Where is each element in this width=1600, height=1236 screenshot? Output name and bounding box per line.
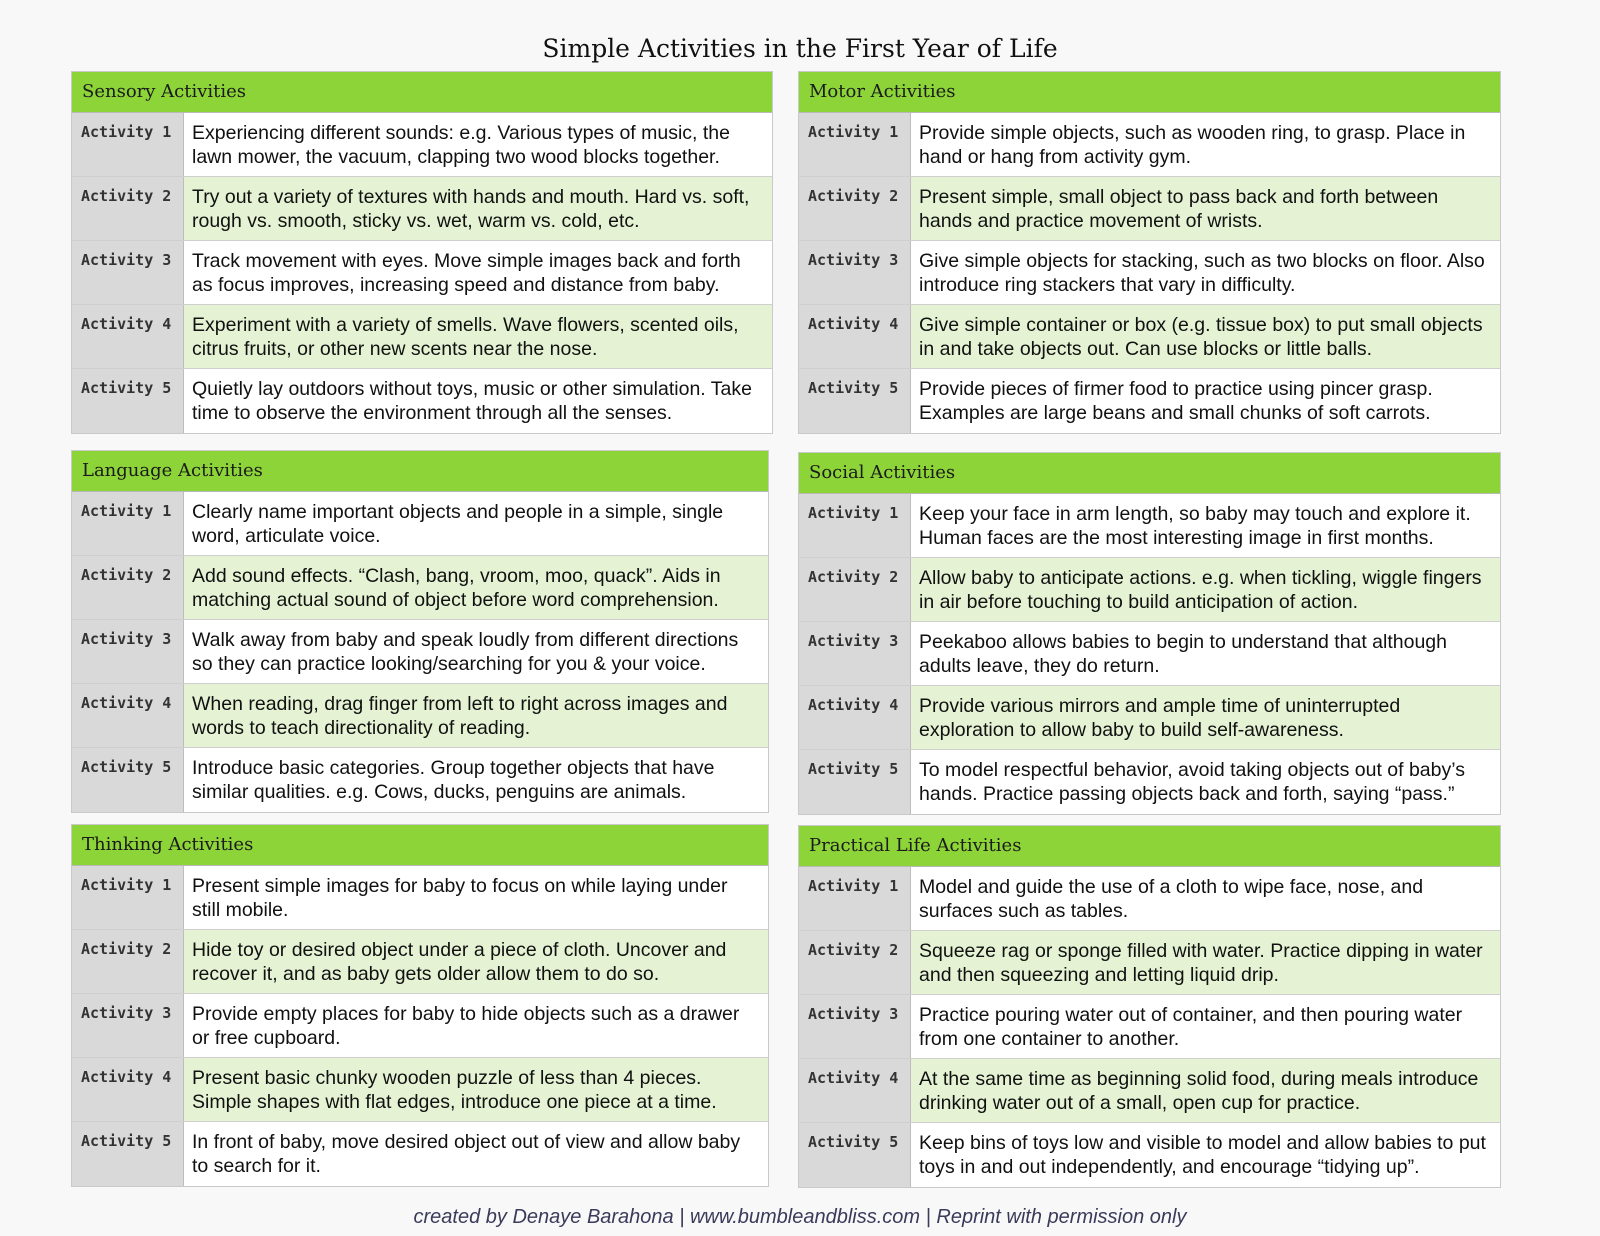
activity-text: Keep bins of toys low and visible to model and allow babies to put toys in and out independently, and encourage “tidying up”.	[911, 1123, 1500, 1187]
activity-text: Provide pieces of firmer food to practice using pincer grasp. Examples are large beans and small chunks of soft carrots.	[911, 369, 1500, 433]
activity-label: Activity 2	[72, 930, 184, 993]
activity-text: Hide toy or desired object under a piece of cloth. Uncover and recover it, and as baby gets older allow them to do so.	[184, 930, 768, 993]
activity-label: Activity 2	[799, 558, 911, 621]
activity-row	[72, 113, 772, 177]
activity-label: Activity 1	[72, 866, 184, 929]
section-practical-life-activities	[798, 825, 1501, 1188]
activity-label: Activity 5	[72, 1122, 184, 1186]
activity-label: Activity 4	[799, 305, 911, 368]
footer-credit: created by Denaye Barahona | www.bumbleandbliss.com | Reprint with permission only	[413, 1206, 1187, 1228]
activity-row	[799, 1059, 1500, 1123]
activity-label: Activity 3	[72, 994, 184, 1057]
section-social-activities	[798, 452, 1501, 815]
activity-label: Activity 5	[72, 748, 184, 812]
activity-text: At the same time as beginning solid food, during meals introduce drinking water out of a small, open cup for practice.	[911, 1059, 1500, 1122]
activity-row	[72, 369, 772, 433]
activity-row	[72, 1122, 768, 1186]
activity-text: Allow baby to anticipate actions. e.g. when tickling, wiggle fingers in air before touching to build anticipation of action.	[911, 558, 1500, 621]
activity-row	[799, 931, 1500, 995]
activity-label: Activity 2	[799, 931, 911, 994]
activity-text: Track movement with eyes. Move simple images back and forth as focus improves, increasing speed and distance from baby.	[184, 241, 772, 304]
section-header: Practical Life Activities	[799, 826, 1500, 867]
activity-row	[72, 620, 768, 684]
activity-row	[799, 686, 1500, 750]
activity-text: In front of baby, move desired object out of view and allow baby to search for it.	[184, 1122, 768, 1186]
activity-row	[799, 750, 1500, 814]
section-sensory-activities	[71, 71, 773, 434]
activity-row	[72, 994, 768, 1058]
activity-text: Add sound effects. “Clash, bang, vroom, moo, quack”. Aids in matching actual sound of object before word comprehension.	[184, 556, 768, 619]
activity-label: Activity 3	[799, 622, 911, 685]
activity-label: Activity 4	[799, 1059, 911, 1122]
activity-label: Activity 2	[72, 177, 184, 240]
activity-label: Activity 3	[799, 241, 911, 304]
activity-text: Experiment with a variety of smells. Wave flowers, scented oils, citrus fruits, or other new scents near the nose.	[184, 305, 772, 368]
activity-label: Activity 1	[72, 492, 184, 555]
activity-label: Activity 3	[799, 995, 911, 1058]
activity-row	[799, 1123, 1500, 1187]
activity-row	[72, 930, 768, 994]
activity-label: Activity 1	[799, 494, 911, 557]
activity-text: Squeeze rag or sponge filled with water. Practice dipping in water and then squeezing and letting liquid drip.	[911, 931, 1500, 994]
activity-row	[799, 867, 1500, 931]
activity-row	[72, 684, 768, 748]
activity-label: Activity 1	[72, 113, 184, 176]
activity-text: Quietly lay outdoors without toys, music or other simulation. Take time to observe the environment through all the senses.	[184, 369, 772, 433]
activity-label: Activity 4	[799, 686, 911, 749]
activity-row	[799, 113, 1500, 177]
activity-text: Practice pouring water out of container, and then pouring water from one container to another.	[911, 995, 1500, 1058]
activity-label: Activity 3	[72, 620, 184, 683]
activity-label: Activity 4	[72, 684, 184, 747]
section-language-activities	[71, 450, 769, 813]
activity-label: Activity 2	[799, 177, 911, 240]
section-thinking-activities	[71, 824, 769, 1187]
activity-text: Clearly name important objects and people in a simple, single word, articulate voice.	[184, 492, 768, 555]
activity-text: Provide empty places for baby to hide objects such as a drawer or free cupboard.	[184, 994, 768, 1057]
activity-text: Introduce basic categories. Group together objects that have similar qualities. e.g. Cows, ducks, penguins are animals.	[184, 748, 768, 812]
activity-row	[72, 177, 772, 241]
activity-text: Model and guide the use of a cloth to wipe face, nose, and surfaces such as tables.	[911, 867, 1500, 930]
activity-label: Activity 5	[799, 750, 911, 814]
activity-row	[72, 305, 772, 369]
activity-text: Experiencing different sounds: e.g. Various types of music, the lawn mower, the vacuum, clapping two wood blocks together.	[184, 113, 772, 176]
activity-row	[72, 556, 768, 620]
activity-row	[799, 177, 1500, 241]
activity-text: Keep your face in arm length, so baby may touch and explore it. Human faces are the most interesting image in first months.	[911, 494, 1500, 557]
section-header: Social Activities	[799, 453, 1500, 494]
activity-row	[72, 492, 768, 556]
activity-text: Try out a variety of textures with hands and mouth. Hard vs. soft, rough vs. smooth, sticky vs. wet, warm vs. cold, etc.	[184, 177, 772, 240]
activity-row	[799, 622, 1500, 686]
activity-label: Activity 5	[799, 1123, 911, 1187]
activity-label: Activity 3	[72, 241, 184, 304]
activity-label: Activity 2	[72, 556, 184, 619]
activity-text: When reading, drag finger from left to right across images and words to teach directionality of reading.	[184, 684, 768, 747]
activity-text: Provide simple objects, such as wooden ring, to grasp. Place in hand or hang from activity gym.	[911, 113, 1500, 176]
activity-row	[799, 494, 1500, 558]
activity-label: Activity 5	[72, 369, 184, 433]
activity-row	[799, 558, 1500, 622]
activity-text: Give simple objects for stacking, such as two blocks on floor. Also introduce ring stackers that vary in difficulty.	[911, 241, 1500, 304]
section-header: Thinking Activities	[72, 825, 768, 866]
activity-text: Present simple images for baby to focus on while laying under still mobile.	[184, 866, 768, 929]
activity-label: Activity 4	[72, 1058, 184, 1121]
activity-row	[72, 241, 772, 305]
activity-text: Give simple container or box (e.g. tissue box) to put small objects in and take objects out. Can use blocks or little balls.	[911, 305, 1500, 368]
activity-row	[799, 995, 1500, 1059]
section-header: Sensory Activities	[72, 72, 772, 113]
activity-text: Present simple, small object to pass back and forth between hands and practice movement of wrists.	[911, 177, 1500, 240]
activity-label: Activity 1	[799, 113, 911, 176]
page-title: Simple Activities in the First Year of Life	[542, 34, 1058, 63]
section-motor-activities	[798, 71, 1501, 434]
activity-row	[799, 241, 1500, 305]
activity-row	[799, 305, 1500, 369]
activity-text: To model respectful behavior, avoid taking objects out of baby’s hands. Practice passing objects back and forth, saying “pass.”	[911, 750, 1500, 814]
section-header: Language Activities	[72, 451, 768, 492]
activity-text: Present basic chunky wooden puzzle of less than 4 pieces. Simple shapes with flat edges, introduce one piece at a time.	[184, 1058, 768, 1121]
activity-text: Provide various mirrors and ample time of uninterrupted exploration to allow baby to build self-awareness.	[911, 686, 1500, 749]
activity-label: Activity 4	[72, 305, 184, 368]
activity-row	[799, 369, 1500, 433]
activity-row	[72, 866, 768, 930]
activity-label: Activity 1	[799, 867, 911, 930]
section-header: Motor Activities	[799, 72, 1500, 113]
activity-row	[72, 748, 768, 812]
activity-label: Activity 5	[799, 369, 911, 433]
activity-text: Walk away from baby and speak loudly from different directions so they can practice looking/searching for you & your voice.	[184, 620, 768, 683]
activity-text: Peekaboo allows babies to begin to understand that although adults leave, they do return.	[911, 622, 1500, 685]
activity-row	[72, 1058, 768, 1122]
